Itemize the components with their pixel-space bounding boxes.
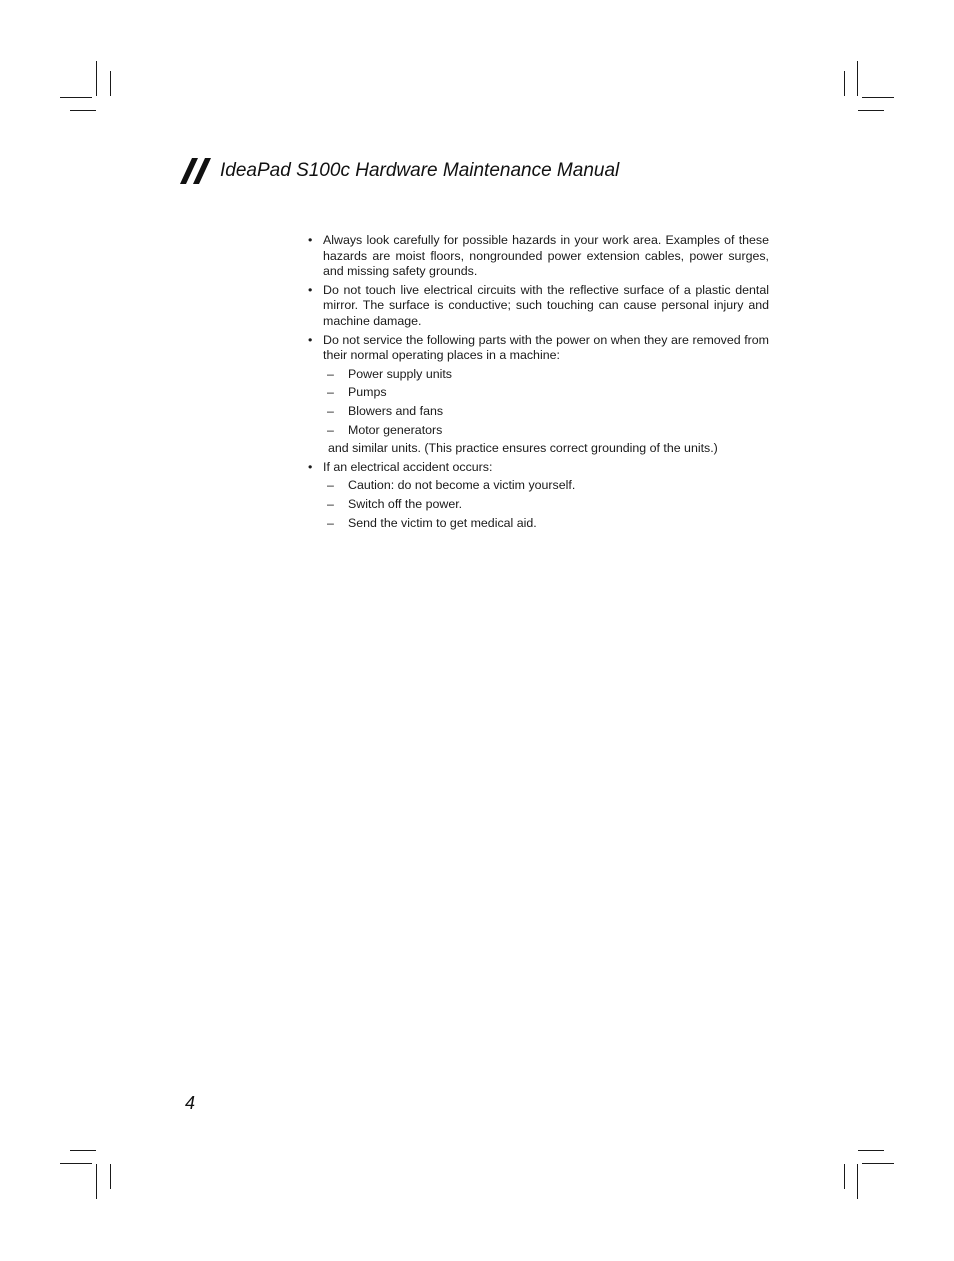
sub-list-item-text: Motor generators — [348, 422, 443, 437]
page-title: IdeaPad S100c Hardware Maintenance Manual — [220, 160, 620, 181]
list-note: and similar units. (This practice ensures correct grounding of the units.) — [328, 441, 718, 456]
bullet-icon: • — [308, 282, 313, 297]
list-item — [306, 460, 769, 476]
page-number: 4 — [185, 1093, 196, 1113]
crop-mark — [858, 1150, 884, 1151]
crop-mark — [844, 71, 845, 96]
list-item — [306, 283, 769, 330]
dash-icon: – — [327, 385, 334, 400]
sub-list-item — [306, 423, 769, 439]
sub-list-item-text: Power supply units — [348, 366, 452, 381]
crop-mark — [857, 1164, 858, 1199]
crop-mark — [862, 97, 894, 98]
list-item-text: Always look carefully for possible hazards in your work area. Examples of these hazards are moist floors, nongrounded power extension cables, power surges, and missing safety grounds. — [323, 233, 769, 279]
sub-list-item — [306, 404, 769, 420]
dash-icon: – — [327, 366, 334, 381]
page-header — [180, 156, 619, 186]
dash-icon: – — [327, 403, 334, 418]
crop-mark — [70, 1150, 96, 1151]
sub-list-item — [306, 516, 769, 532]
safety-list — [306, 233, 769, 534]
dash-icon: – — [327, 496, 334, 511]
sub-list-item — [306, 497, 769, 513]
bullet-icon: • — [308, 459, 313, 474]
crop-mark — [70, 110, 96, 111]
crop-mark — [858, 110, 884, 111]
crop-mark — [60, 1163, 92, 1164]
crop-mark — [857, 61, 858, 96]
list-item-text: If an electrical accident occurs: — [323, 459, 493, 474]
sub-list-item — [306, 478, 769, 494]
crop-mark — [96, 1164, 97, 1199]
bullet-icon: • — [308, 233, 313, 247]
crop-mark — [110, 1164, 111, 1189]
crop-mark — [60, 97, 92, 98]
double-slash-logo-icon — [180, 157, 214, 185]
sub-list-item-text: Switch off the power. — [348, 496, 463, 511]
list-item — [306, 233, 769, 280]
dash-icon: – — [327, 515, 334, 530]
bullet-icon: • — [308, 332, 313, 347]
crop-mark — [110, 71, 111, 96]
crop-mark — [862, 1163, 894, 1164]
sub-list-item-text: Blowers and fans — [348, 403, 444, 418]
list-item — [306, 333, 769, 364]
crop-mark — [844, 1164, 845, 1189]
sub-list-item-text: Pumps — [348, 385, 387, 400]
crop-mark — [96, 61, 97, 96]
dash-icon: – — [327, 422, 334, 437]
dash-icon: – — [327, 478, 334, 493]
sub-list-item — [306, 367, 769, 383]
sub-list-item-text: Caution: do not become a victim yourself. — [348, 478, 576, 493]
list-item-text: Do not service the following parts with the power on when they are removed from their normal operating places in a machine: — [323, 332, 769, 363]
sub-list-item-text: Send the victim to get medical aid. — [348, 515, 537, 530]
sub-list-item — [306, 385, 769, 401]
list-item-text: Do not touch live electrical circuits with the reflective surface of a plastic dental mirror. The surface is conductive; such touching can cause personal injury and machine damage. — [323, 282, 769, 328]
